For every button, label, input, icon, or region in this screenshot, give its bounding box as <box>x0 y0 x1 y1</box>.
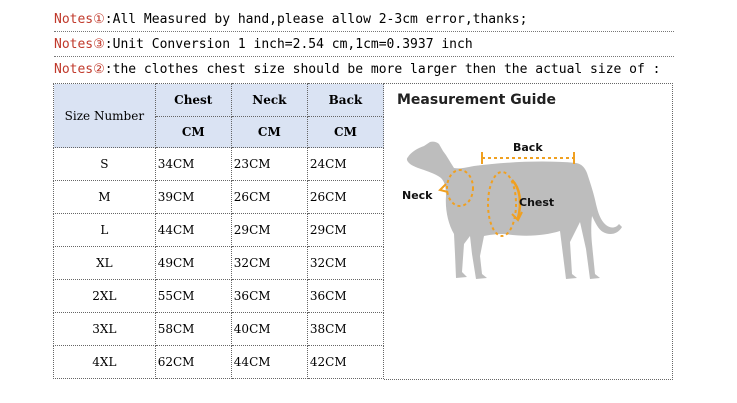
chest-unit: CM <box>155 117 231 148</box>
back-cell: 32CM <box>307 247 383 280</box>
note-prefix: Notes② <box>54 62 105 77</box>
note-divider <box>54 56 674 57</box>
table-row <box>54 346 384 379</box>
chest-cell: 39CM <box>155 181 231 214</box>
note-prefix: Notes③ <box>54 37 105 52</box>
chest-cell: 58CM <box>155 313 231 346</box>
back-cell: 42CM <box>307 346 383 379</box>
chest-cell: 62CM <box>155 346 231 379</box>
table-row <box>54 313 384 346</box>
note-unit-conversion <box>54 34 674 56</box>
table-row <box>54 148 384 181</box>
neck-cell: 29CM <box>231 214 307 247</box>
size-cell: S <box>54 148 156 181</box>
neck-cell: 36CM <box>231 280 307 313</box>
back-label: Back <box>513 141 543 154</box>
neck-cell: 44CM <box>231 346 307 379</box>
back-cell: 36CM <box>307 280 383 313</box>
table-row <box>54 280 384 313</box>
back-cell: 24CM <box>307 148 383 181</box>
dog-silhouette-illustration <box>384 84 671 379</box>
size-cell: 2XL <box>54 280 156 313</box>
neck-cell: 26CM <box>231 181 307 214</box>
back-unit: CM <box>307 117 383 148</box>
back-cell: 29CM <box>307 214 383 247</box>
size-cell: L <box>54 214 156 247</box>
chest-label: Chest <box>519 196 555 209</box>
measurement-guide-panel <box>384 83 673 380</box>
chest-cell: 34CM <box>155 148 231 181</box>
neck-cell: 23CM <box>231 148 307 181</box>
size-number-header: Size Number <box>54 84 156 148</box>
note-chest-size <box>54 59 674 81</box>
chest-header: Chest <box>155 84 231 117</box>
chest-cell: 55CM <box>155 280 231 313</box>
note-text: :the clothes chest size should be more larger then the actual size of : <box>104 62 661 77</box>
table-row <box>54 181 384 214</box>
back-header: Back <box>307 84 383 117</box>
note-text: :Unit Conversion 1 inch=2.54 cm,1cm=0.3937 inch <box>104 37 473 52</box>
neck-header: Neck <box>231 84 307 117</box>
table-row <box>54 247 384 280</box>
table-row <box>54 214 384 247</box>
back-cell: 26CM <box>307 181 383 214</box>
note-prefix: Notes① <box>54 12 105 27</box>
size-cell: 4XL <box>54 346 156 379</box>
dog-body <box>407 142 622 279</box>
table-header-row <box>54 84 384 117</box>
neck-cell: 40CM <box>231 313 307 346</box>
back-cell: 38CM <box>307 313 383 346</box>
size-cell: 3XL <box>54 313 156 346</box>
size-cell: M <box>54 181 156 214</box>
neck-label: Neck <box>402 189 433 202</box>
chest-cell: 49CM <box>155 247 231 280</box>
chest-cell: 44CM <box>155 214 231 247</box>
measurement-guide-title: Measurement Guide <box>397 92 556 108</box>
note-divider <box>54 31 674 32</box>
note-measured-by-hand <box>54 9 674 31</box>
size-chart-table <box>53 83 384 379</box>
neck-cell: 32CM <box>231 247 307 280</box>
note-text: :All Measured by hand,please allow 2-3cm error,thanks; <box>104 12 528 27</box>
size-cell: XL <box>54 247 156 280</box>
neck-unit: CM <box>231 117 307 148</box>
